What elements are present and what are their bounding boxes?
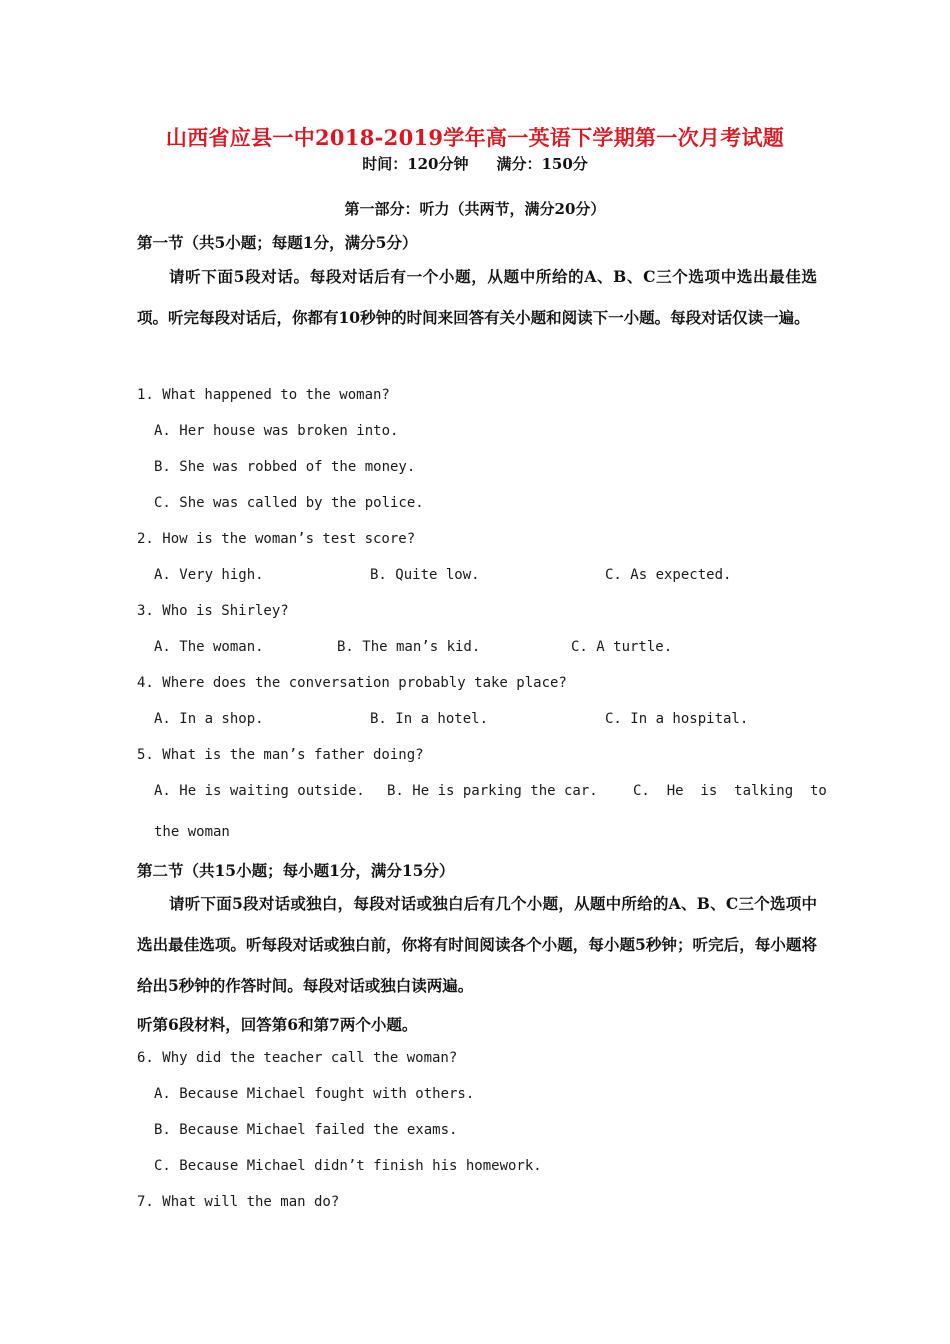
section2-instructions: 请听下面5段对话或独白，每段对话或独白后有几个小题，从题中所给的A、B、C三个选项中选出最佳选项。听每段对话或独白前，你将有时间阅读各个小题，每小题5秒钟；听完后，每小题将给出5秒钟的作答时间。每段对话或独白读两遍。: [137, 894, 817, 995]
section1-heading: 第一节（共5小题；每题1分，满分5分）: [137, 233, 418, 252]
time-limit: 时间：120分钟: [362, 155, 469, 173]
question-5-stem: 5. What is the man’s father doing?: [137, 747, 424, 763]
question-2-option-c: C. As expected.: [605, 567, 732, 583]
question-7-stem: 7. What will the man do?: [137, 1194, 340, 1210]
section1-instructions: 请听下面5段对话。每段对话后有一个小题，从题中所给的A、B、C三个选项中选出最佳选项。听完每段对话后，你都有10秒钟的时间来回答有关小题和阅读下一小题。每段对话仅读一遍。: [137, 267, 817, 327]
question-2-option-a: A. Very high.: [154, 567, 264, 583]
question-3-option-a: A. The woman.: [154, 639, 264, 655]
question-4-option-a: A. In a shop.: [154, 711, 264, 727]
question-5-option-a: A. He is waiting outside.: [154, 783, 365, 799]
question-5-option-c: C. He is talking to: [633, 783, 827, 799]
question-6-option-c: C. Because Michael didn’t finish his homework.: [154, 1158, 542, 1174]
question-2-stem: 2. How is the woman’s test score?: [137, 531, 416, 547]
section2-heading: 第二节（共15小题；每小题1分，满分15分）: [137, 861, 455, 880]
question-6-option-a: A. Because Michael fought with others.: [154, 1086, 475, 1102]
material-note: 听第6段材料，回答第6和第7两个小题。: [137, 1015, 418, 1034]
question-2-option-b: B. Quite low.: [370, 567, 480, 583]
question-5-option-b: B. He is parking the car.: [387, 783, 598, 799]
question-3-option-b: B. The man’s kid.: [337, 639, 481, 655]
question-1-option-a: A. Her house was broken into.: [154, 423, 399, 439]
question-4-option-b: B. In a hotel.: [370, 711, 489, 727]
question-6-stem: 6. Why did the teacher call the woman?: [137, 1050, 458, 1066]
question-5-option-c-continued: the woman: [154, 824, 230, 840]
exam-meta: [0, 153, 950, 174]
question-1-option-c: C. She was called by the police.: [154, 495, 424, 511]
question-1-option-b: B. She was robbed of the money.: [154, 459, 416, 475]
question-6-option-b: B. Because Michael failed the exams.: [154, 1122, 458, 1138]
question-3-option-c: C. A turtle.: [571, 639, 673, 655]
question-4-option-c: C. In a hospital.: [605, 711, 749, 727]
question-3-stem: 3. Who is Shirley?: [137, 603, 289, 619]
question-1-stem: 1. What happened to the woman?: [137, 387, 390, 403]
part1-heading: 第一部分：听力（共两节，满分20分）: [344, 200, 606, 218]
question-4-stem: 4. Where does the conversation probably take place?: [137, 675, 567, 691]
exam-title: 山西省应县一中2018-2019学年高一英语下学期第一次月考试题: [165, 125, 785, 150]
full-score: 满分：150分: [496, 155, 588, 173]
